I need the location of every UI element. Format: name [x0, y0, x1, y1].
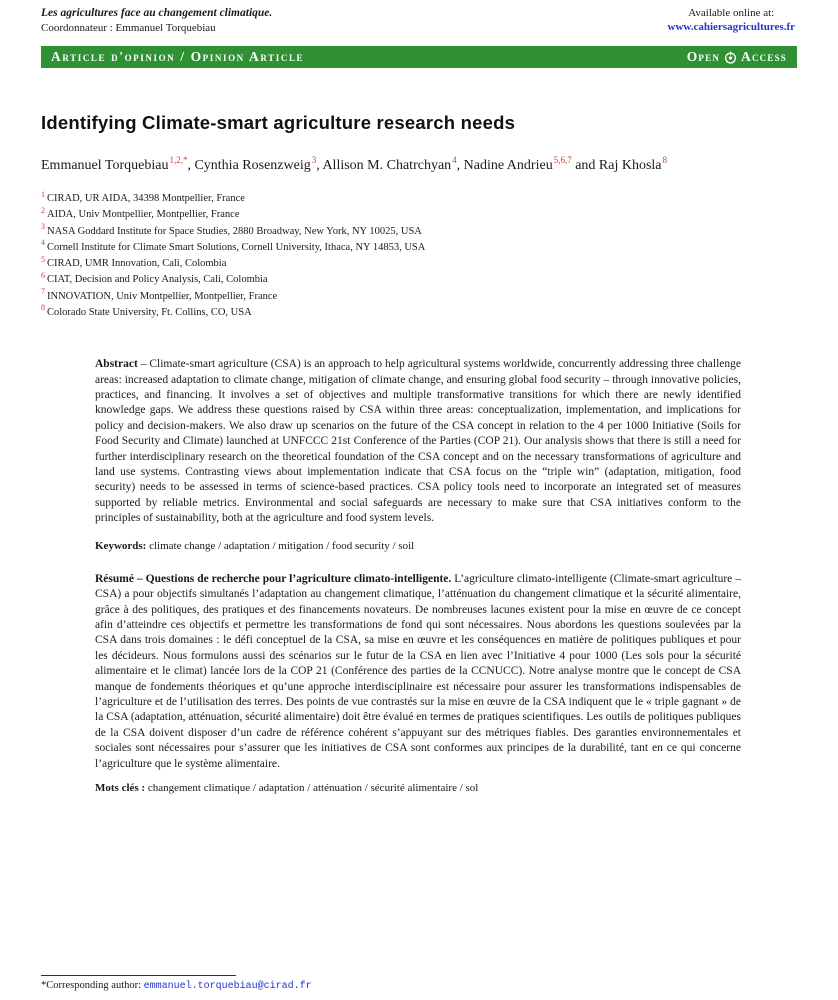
author-affiliation-sup: 5,6,7 [553, 155, 572, 166]
affiliation-item [41, 224, 797, 240]
author [316, 155, 457, 173]
series-title: Les agricultures face au changement climatique. [41, 7, 273, 19]
affiliation-item [41, 289, 797, 305]
mots-cles-text: changement climatique / adaptation / atténuation / sécurité alimentaire / sol [147, 781, 479, 794]
abstract-section [95, 357, 741, 794]
affiliation-number: 6 [41, 270, 45, 280]
abstract-paragraph [95, 357, 741, 526]
corresponding-email-link[interactable]: emmanuel.torquebiau@cirad.fr [143, 981, 312, 992]
open-access-icon [724, 51, 737, 64]
author-name: , Allison M. Chatrchyan [316, 158, 452, 173]
affiliation-item [41, 272, 797, 288]
open-access-open-label: Open [686, 49, 721, 64]
available-online-label: Available online at: [688, 7, 775, 19]
author-affiliation-sup: 3 [311, 155, 317, 166]
author-name: , Cynthia Rosenzweig [187, 158, 311, 173]
author-affiliation-sup: 1,2,* [169, 155, 188, 166]
mots-cles-line [95, 782, 741, 794]
abstract-text: – Climate-smart agriculture (CSA) is an approach to help agricultural systems worldwide, concurrently addressing three challenge areas: increased adaptation to climate change, mitigation of climate change, and ensuring global food security – through innovative policies, practices, and financing. It involves a set of objectives and multiple transformative transitions for which there are newly identified knowledge gaps. We address these questions raised by CSA within three areas: conceptualization, implementation, and implications for policy and decision-makers. We also draw up scenarios on the future of the CSA concept in relation to the 4 per 1000 Initiative (Soils for Food Security and Climate) launched at UNFCCC 21st Conference of the Parties (COP 21). Our analysis shows that there is still a need for further interdisciplinary research on the theoretical foundation of the CSA concept and on the necessary transformations of agriculture and land use systems. Contrasting views about implementation indicate that CSA focus on the “triple win” (adaptation, mitigation, food security) needs to be assessed in terms of science-based practices. CSA policy tools need to incorporate an integrated set of measures supported by reliable metrics. Environmental and social safeguards are necessary to make sure that CSA initiatives conform to the principles of sustainability, both at the agriculture and food system levels. [95, 358, 741, 525]
article-type-label: Article d'opinion / Opinion Article [51, 49, 305, 64]
affiliation-text: INNOVATION, Univ Montpellier, Montpellier, France [47, 290, 278, 302]
mots-cles-label: Mots clés : [95, 781, 146, 794]
affiliation-item [41, 305, 797, 321]
affiliation-text: CIAT, Decision and Policy Analysis, Cali, Colombia [47, 274, 268, 286]
footnote [41, 975, 312, 992]
open-access-badge [687, 49, 787, 65]
affiliation-item [41, 191, 797, 207]
affiliation-number: 4 [41, 238, 45, 248]
coordinator-line: Coordonnateur : Emmanuel Torquebiau [41, 22, 216, 34]
affiliation-text: NASA Goddard Institute for Space Studies, 2880 Broadway, New York, NY 10025, USA [47, 225, 422, 237]
corresponding-author-label: *Corresponding author: [41, 980, 142, 991]
affiliation-number: 1 [41, 189, 45, 199]
author-list [41, 154, 686, 177]
author-affiliation-sup: 8 [662, 155, 668, 166]
keywords-label: Keywords: [95, 539, 147, 552]
affiliation-item [41, 240, 797, 256]
author [187, 155, 317, 173]
keywords-text: climate change / adaptation / mitigation / food security / soil [149, 539, 415, 552]
author-affiliation-sup: 4 [452, 155, 457, 166]
affiliation-list [41, 191, 797, 321]
author [571, 155, 668, 173]
keywords-line [95, 540, 741, 552]
affiliation-item [41, 256, 797, 272]
affiliation-number: 7 [41, 287, 45, 297]
affiliation-number: 8 [41, 303, 45, 313]
series-block [41, 7, 272, 34]
affiliation-text: AIDA, Univ Montpellier, Montpellier, France [47, 209, 240, 221]
affiliation-item [41, 207, 797, 223]
resume-paragraph [95, 572, 741, 772]
author-name: , Nadine Andrieu [456, 158, 553, 173]
open-access-access-label: Access [741, 49, 787, 64]
affiliation-number: 5 [41, 254, 45, 264]
abstract-label: Abstract [95, 358, 138, 371]
affiliation-text: CIRAD, UMR Innovation, Cali, Colombia [47, 258, 227, 270]
author-name: and Raj Khosla [571, 158, 662, 173]
resume-label: Résumé – Questions de recherche pour l’agriculture climato-intelligente. [95, 572, 452, 585]
article-type-banner [41, 46, 797, 68]
author-name: Emmanuel Torquebiau [41, 158, 169, 173]
affiliation-number: 2 [41, 205, 45, 215]
affiliation-text: Cornell Institute for Climate Smart Solutions, Cornell University, Ithaca, NY 14853, USA [47, 241, 426, 253]
affiliation-number: 3 [41, 222, 45, 232]
footnote-rule [41, 975, 236, 976]
author [41, 155, 188, 173]
author [456, 155, 572, 173]
affiliation-text: CIRAD, UR AIDA, 34398 Montpellier, France [47, 193, 245, 205]
article-title: Identifying Climate-smart agriculture research needs [41, 112, 516, 133]
article-content [41, 112, 797, 794]
available-online-block [668, 7, 798, 33]
page-header [41, 7, 797, 34]
journal-website-link[interactable]: www.cahiersagricultures.fr [667, 21, 795, 33]
resume-text: L’agriculture climato-intelligente (Climate-smart agriculture – CSA) a pour objectifs simultanés l’adaptation au changement climatique, l’atténuation du changement climatique et la sécurité alimentaire, grâce à des politiques, des pratiques et des financements novateurs. De nombreuses lacunes existent pour la mise en œuvre de ce concept afin d’atteindre ces objectifs et permettre les transformations de fond qui sont nécessaires. Nous abordons les questions soulevées par la CSA dans trois domaines : le défi conceptuel de la CSA, sa mise en œuvre et les conséquences en matière de politiques publiques et pour les décideurs. Nous formulons aussi des scénarios sur le futur de la CSA en lien avec l’Initiative 4 pour 1000 (Les sols pour la sécurité alimentaire et le climat) lancée lors de la COP 21 (Conférence des parties de la CCNUCC). Notre analyse montre que le concept de CSA manque de fondements théoriques et qu’une approche interdisciplinaire est nécessaire pour assurer les transformations indispensables de l’agriculture et de l’utilisation des terres. Des points de vue contrastés sur la mise en œuvre de la CSA indiquent que le « triple gagnant » de la CSA (adaptation, atténuation, sécurité alimentaire) doit être évalué en termes de pratiques scientifiques. Les outils de politiques publiques de la CSA doivent disposer d’un cadre de référence cohérent s’appuyant sur des métriques fiables. Des garanties environnementales et sociales sont nécessaires pour s’assurer que les initiatives de CSA sont conformes aux principes de la durabilité, tant en ce qui concerne l’agriculture que le système alimentaire. [95, 572, 741, 770]
affiliation-text: Colorado State University, Ft. Collins, CO, USA [47, 306, 252, 318]
